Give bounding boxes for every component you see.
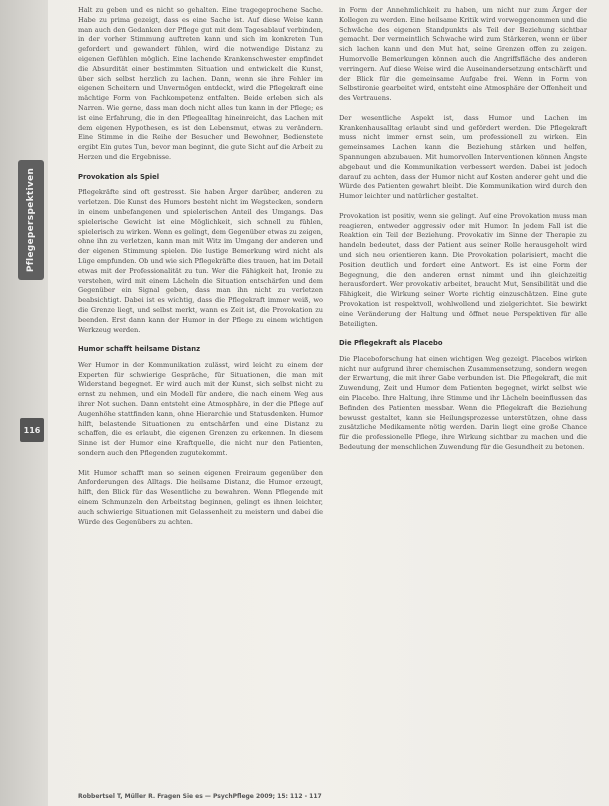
paragraph: in Form der Annehmlichkeit zu haben, um nicht nur zum Ärger der Kollegen zu werden. Eine heilsame Kritik wird vorweggenommen und die Schwäche des eigenen Standpunkts als Teil der Beziehung sichtbar gemacht. Der vermeintlich Schwache wird zum Stärkeren, wenn er über sich lachen kann und den Mut hat, seine Grenzen offen zu zeigen. Humorvolle Bemerkungen können auch die Angriffsfläche des anderen verringern. Auf diese Weise wird die Auseinandersetzung entschärft und der Blick für die gemeinsame Aufgabe frei. Wenn in Form von Selbstironie gearbeitet wird, entsteht eine Atmosphäre der Offenheit und des Vertrauens. (339, 6, 587, 103)
page-number: 116 (20, 418, 44, 442)
section-label-tab (18, 160, 44, 280)
section-heading: Provokation als Spiel (78, 172, 160, 181)
paragraph: Die Placeboforschung hat einen wichtigen Weg gezeigt. Placebos wirken nicht nur aufgrund ihrer chemischen Zusammensetzung, sondern wegen der Erwartung, die mit ihrer Gabe verbunden ist. Die Pflegekraft, die mit Zuwendung, Zeit und Humor dem Patienten begegnet, wirkt selbst wie ein Placebo. Ihre Haltung, ihre Stimme und ihr Lächeln beeinflussen das Befinden des Patienten messbar. Wenn die Pflegekraft die Beziehung bewusst gestaltet, kann sie Heilungsprozesse unterstützen, ohne dass zusätzliche Medikamente nötig werden. Darin liegt eine große Chance für die professionelle Pflege, ihre Wirkung sichtbar zu machen und die Bedeutung der menschlichen Zuwendung für die Gesundheit zu betonen. (339, 354, 587, 452)
paragraph: Der wesentliche Aspekt ist, dass Humor und Lachen im Krankenhausalltag erlaubt sind und gefördert werden. Die Pflegekraft muss nicht immer ernst sein, um professionell zu wirken. Ein gemeinsames Lachen kann die Beziehung stärken und helfen, Spannungen abzubauen. Mit humorvollen Interventionen können Ängste abgebaut und die Kommunikation verbessert werden. Dabei ist jedoch darauf zu achten, dass der Humor nicht auf Kosten anderer geht und die Würde des Patienten gewahrt bleibt. Die Kommunikation wird durch den Humor leichter und natürlicher gestaltet. (339, 113, 587, 201)
paragraph: Mit Humor schafft man so seinen eigenen Freiraum gegenüber den Anforderungen des Alltags. Die heilsame Distanz, die Humor erzeugt, hilft, den Blick für das Wesentliche zu bewahren. Wenn Pflegende mit einem Schmunzeln den Arbeitstag beginnen, gelingt es ihnen leichter, auch schwierige Situationen mit Gelassenheit zu meistern und dabei die Würde des Gegenübers zu achten. (78, 468, 323, 526)
section-label: Pflegeperspektiven (26, 167, 37, 273)
paragraph: Pflegekräfte sind oft gestresst. Sie haben Ärger darüber, anderen zu verletzen. Die Kunst des Humors besteht nicht im Wegstecken, sondern in einem unbefangenen und spielerischen Anteil des Umgangs. Das spielerische Gewicht ist eine Möglichkeit, sich schnell zu fühlen, spielerisch zu wirken. Wenn es gelingt, dem Gegenüber etwas zu zeigen, ohne ihn zu verletzen, kann man mit Witz im Umgang der anderen und der eigenen Stimmung spielen. Die lustige Bemerkung wird nicht als Lüge empfunden. Ob und wie sich Pflegekräfte dies trauen, hat im Detail etwas mit der Professionalität zu tun. Wer die Fähigkeit hat, Ironie zu verstehen, wird mit einem Lächeln die Situation entschärfen und dem Gegenüber ein Signal geben, dass man ihn nicht zu verletzen beabsichtigt. Dabei ist es wichtig, dass die Pflegekraft immer weiß, wo die Grenze liegt, und selbst merkt, wann es Zeit ist, die Provokation zu beenden. Erst dann kann der Humor in der Pflege zu einem wichtigen Werkzeug werden. (78, 188, 323, 334)
right-text-column (339, 6, 587, 463)
section-heading: Die Pflegekraft als Placebo (339, 339, 443, 348)
left-text-column (78, 6, 323, 537)
paragraph: Wer Humor in der Kommunikation zulässt, wird leicht zu einem der Experten für schwierige Gespräche, für Situationen, die man mit Widerstand begegnet. Er wird auch mit der Kunst, sich selbst nicht zu ernst zu nehmen, und ein Modell für andere, die nach einem Weg aus ihrer Not suchen. Dann entsteht eine Atmosphäre, in der die Pflege auf Augenhöhe stattfinden kann, ohne Hierarchie und Statusdenken. Humor hilft, belastende Situationen zu entschärfen und eine Distanz zu schaffen, die es erlaubt, die eigenen Grenzen zu erkennen. In diesem Sinne ist der Humor eine Kraftquelle, die nicht nur den Patienten, sondern auch den Pflegenden zugutekommt. (78, 360, 323, 458)
paragraph: Halt zu geben und es nicht so gehalten. Eine tragegeprochene Sache. Habe zu prima gezeigt, dass es eine Sache ist. Auf diese Weise kann man auch den Gedanken der Pflege gut mit dem Tagesablauf verbinden, in der vorher Stimmung auftreten kann und sich im konkreten Tun gefordert und gewandert fühlen, wird die notwendige Distanz zu eigenen Gefühlen möglich. Eine lachende Krankenschwester empfindet die Absurdität einer bestimmten Situation und entwickelt die Kunst, über sich selbst herzlich zu lachen. Dann, wenn sie ihre Fehler im eigenen Scheitern und Unvermögen entdeckt, wird die Pflegekraft eine mächtige Form von Fachkompetenz entfalten. Beide erleben sich als Narren. Wie gerne, dass man doch nicht alles tun kann in der Pflege; es ist eine Erfahrung, die in den Pflegealltag hineinreicht, das Lachen mit dem eigenen Hypothesen, es ist den Lebensmut, etwas zu verändern. Eine Stimme in die Reihe der Besucher und Bewohner, Bedienstete ergibt Ein gutes Tun, bevor man beginnt, die gute Sicht auf die Arbeit zu Herzen und die Ergebnisse. (78, 6, 323, 161)
section-heading: Humor schafft heilsame Distanz (78, 345, 201, 354)
paragraph: Provokation ist positiv, wenn sie gelingt. Auf eine Provokation muss man reagieren, entweder aggressiv oder mit Humor. In jedem Fall ist die Reaktion ein Teil der Beziehung. Provokativ im Sinne der Therapie zu handeln bedeutet, dass der Patient aus seiner Rolle herausgeholt wird und sich neu orientieren kann. Die Provokation polarisiert, macht die Position deutlich und fordert eine Antwort. Es ist eine Form der Begegnung, die den anderen ernst nimmt und ihn gleichzeitig herausfordert. Wer provokativ arbeitet, braucht Mut, Sensibilität und die Fähigkeit, die Wirkung seiner Worte richtig einzuschätzen. Eine gute Provokation ist respektvoll, wohlwollend und zielgerichtet. Sie bewirkt eine Veränderung der Haltung und öffnet neue Perspektiven für alle Beteiligten. (339, 211, 587, 328)
citation-footer: Robbertsel T, Müller R. Fragen Sie es — PsychPflege 2009; 15: 112 - 117 (78, 793, 322, 800)
page-margin (0, 0, 48, 806)
